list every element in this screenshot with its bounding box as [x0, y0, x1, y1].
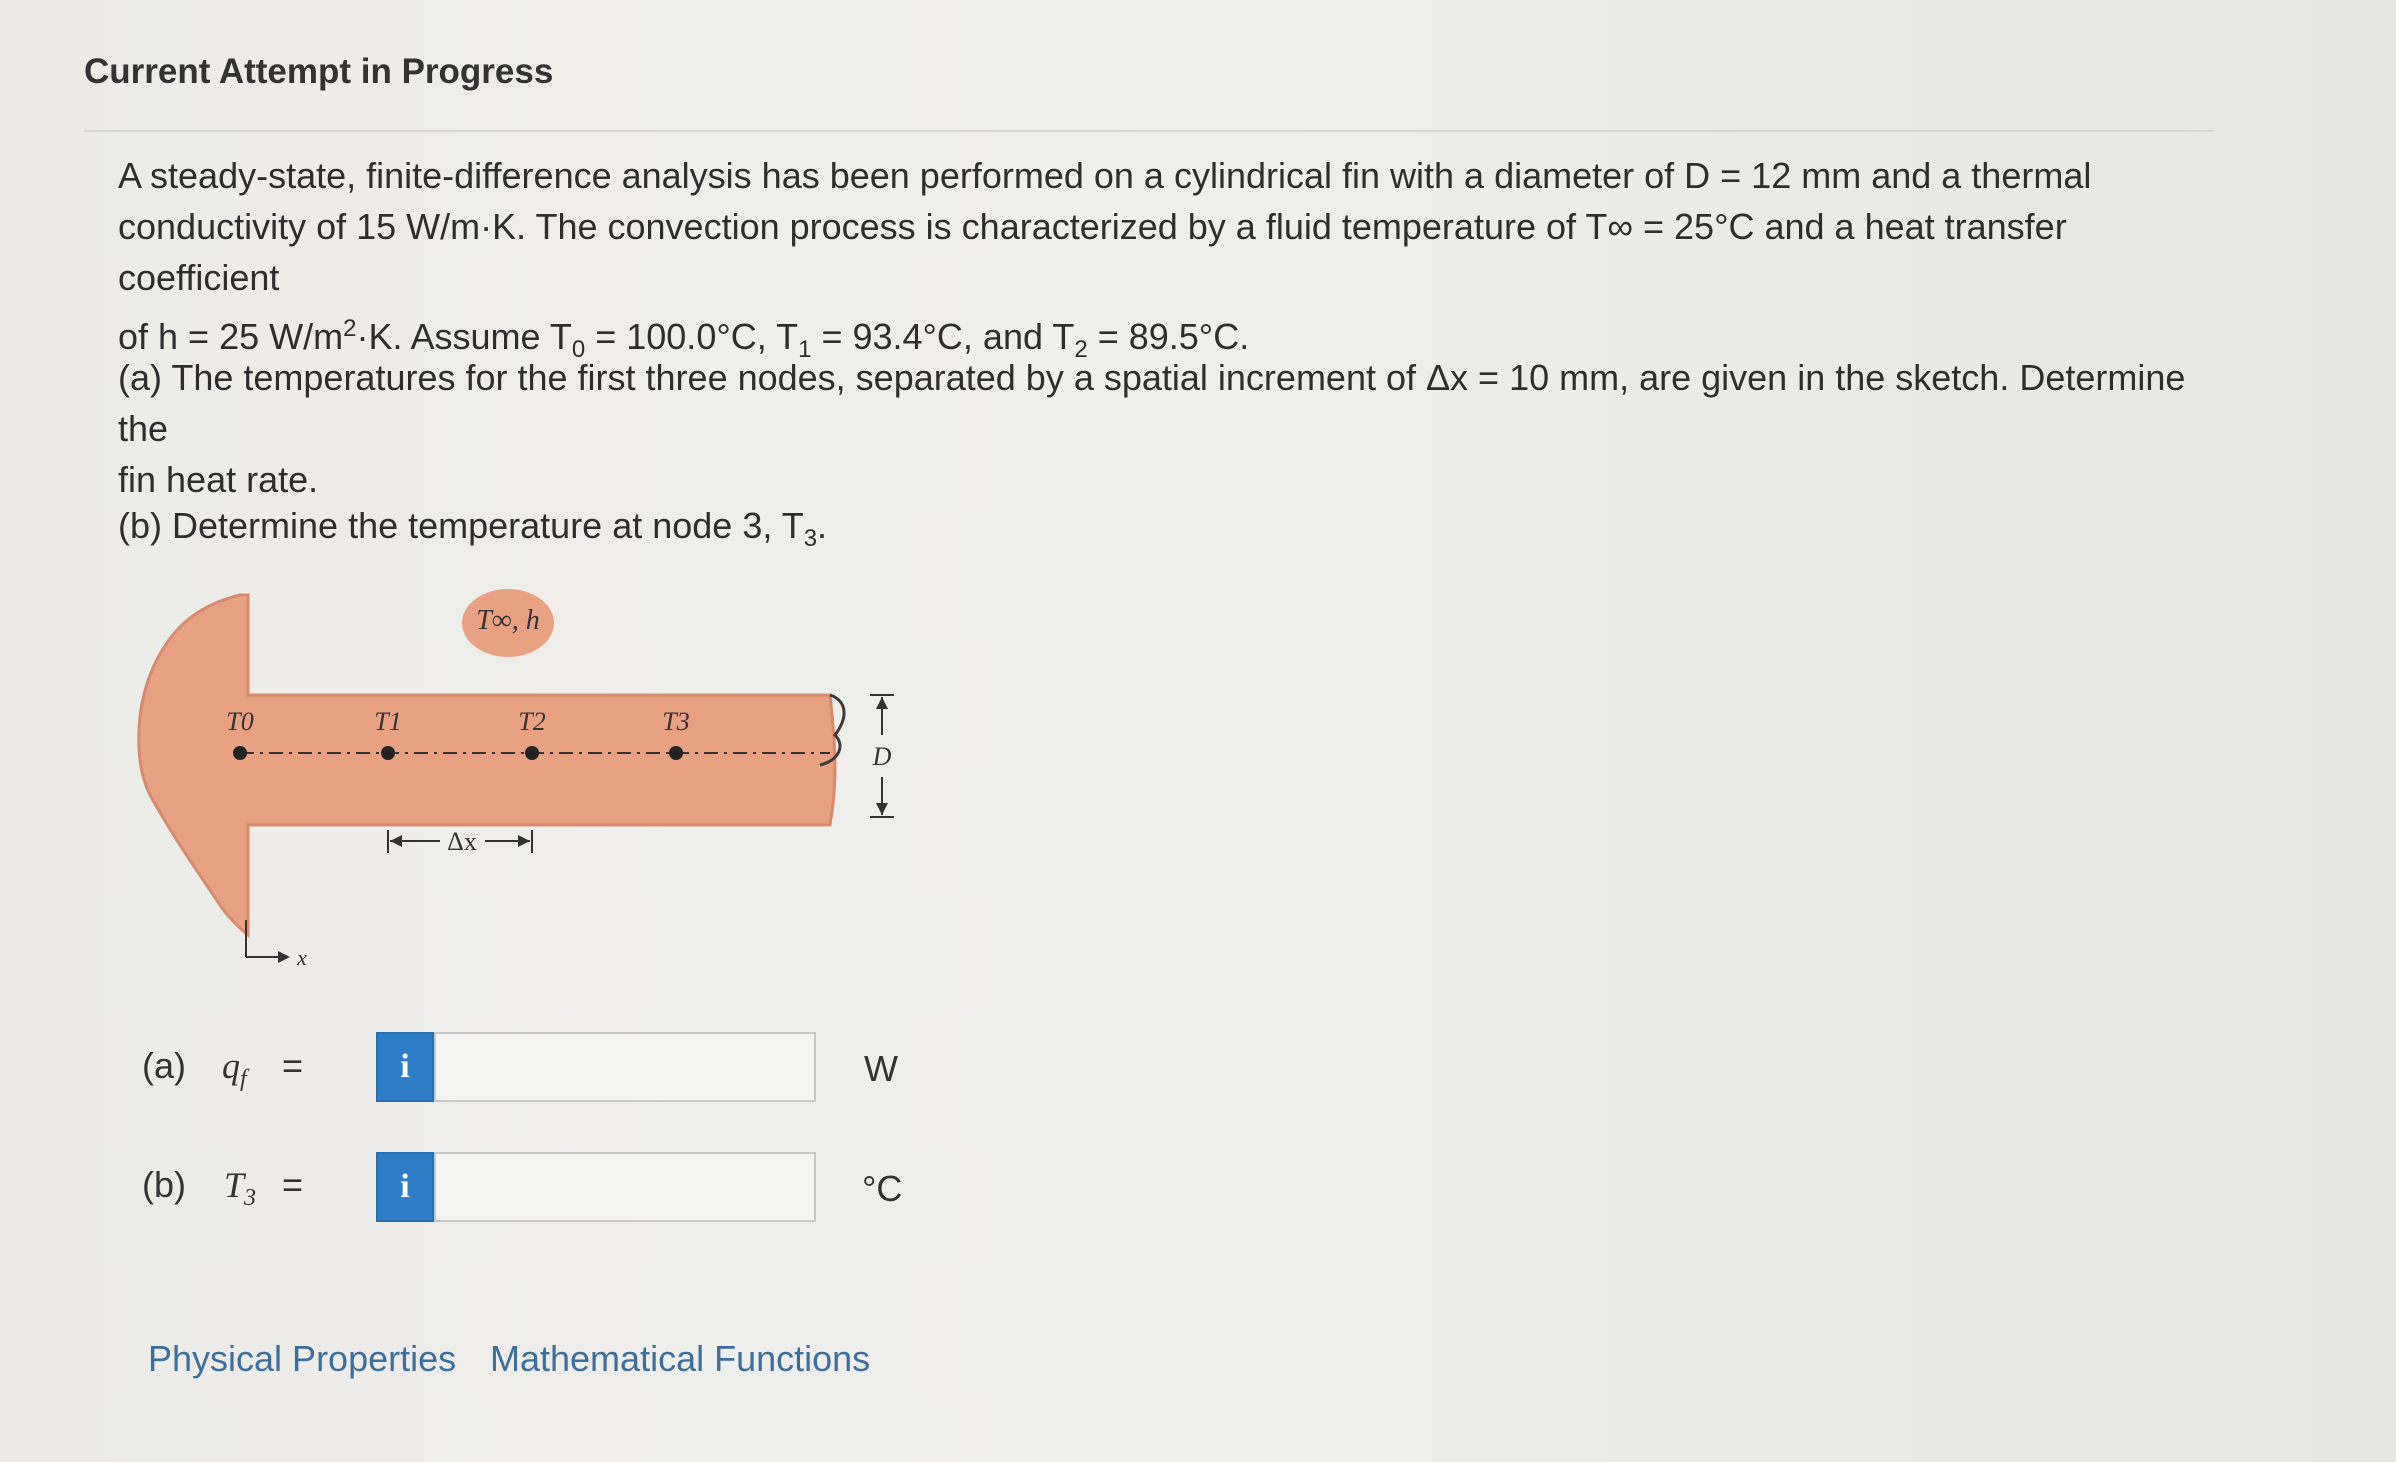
superscript: 2 — [343, 315, 357, 342]
problem-line-1: A steady-state, finite-difference analysis has been performed on a cylindrical fin with a diameter of D = 12 mm and a thermal — [118, 155, 2092, 196]
text: of h = 25 W/m — [118, 316, 344, 357]
text: = 100.0°C, T — [585, 316, 799, 357]
part-a-question — [118, 352, 2238, 505]
x-axis-label: x — [297, 945, 307, 970]
answer-b-label: (b) — [142, 1164, 186, 1205]
text: . — [817, 505, 828, 546]
d-label: D — [872, 742, 892, 771]
text: = 93.4°C, and T — [811, 316, 1075, 357]
problem-statement — [118, 150, 2238, 375]
dx-arrow-left — [390, 835, 402, 847]
answer-a-equals: = — [282, 1045, 304, 1086]
mathematical-functions-link[interactable]: Mathematical Functions — [490, 1338, 871, 1379]
subscript: 1 — [798, 336, 812, 364]
answer-a-symbol — [222, 1045, 247, 1093]
answer-b-equals: = — [282, 1164, 304, 1205]
answer-b-symbol — [224, 1164, 256, 1212]
answer-a-unit: W — [864, 1048, 898, 1089]
answer-b-input[interactable] — [434, 1152, 816, 1222]
info-button-a[interactable]: i — [376, 1032, 434, 1102]
fluid-label: T∞, h — [476, 605, 540, 636]
text: (b) Determine the temperature at node 3, T — [118, 505, 804, 546]
fin-diagram — [130, 585, 930, 985]
problem-line-2: conductivity of 15 W/m·K. The convection process is characterized by a fluid temperature of T∞ = 25°C and a heat transfer coefficient — [118, 206, 2067, 298]
subscript: 0 — [571, 336, 586, 364]
node-label-t2: T2 — [518, 707, 546, 736]
d-arrow-top — [876, 697, 888, 709]
text: ·K. Assume T — [356, 316, 572, 357]
answer-a-input[interactable] — [434, 1032, 816, 1102]
dx-label: Δx — [447, 827, 477, 856]
part-a-line-2: fin heat rate. — [118, 459, 319, 500]
node-t0 — [233, 746, 247, 760]
subscript: 3 — [803, 525, 818, 553]
physical-properties-link[interactable]: Physical Properties — [148, 1338, 457, 1379]
node-t1 — [381, 746, 395, 760]
x-axis-arrow — [278, 951, 290, 963]
node-t3 — [669, 746, 683, 760]
text: = 89.5°C. — [1087, 316, 1250, 357]
d-arrow-bottom — [876, 803, 888, 815]
node-label-t3: T3 — [662, 707, 690, 736]
symbol: T — [224, 1165, 245, 1205]
part-b-question — [118, 500, 2238, 564]
info-button-b[interactable]: i — [376, 1152, 434, 1222]
subscript: f — [240, 1066, 247, 1093]
page-title: Current Attempt in Progress — [84, 52, 554, 91]
node-label-t1: T1 — [374, 707, 402, 736]
divider — [84, 130, 2214, 132]
part-a-line-1: (a) The temperatures for the first three nodes, separated by a spatial increment of Δx = 10 mm, are given in the sketch. Determine the — [118, 357, 2186, 449]
node-label-t0: T0 — [226, 707, 254, 736]
subscript: 2 — [1074, 336, 1088, 364]
node-t2 — [525, 746, 539, 760]
answer-a-label: (a) — [142, 1045, 186, 1086]
subscript: 3 — [244, 1185, 257, 1212]
dx-arrow-right — [518, 835, 530, 847]
symbol: q — [222, 1046, 240, 1086]
answer-b-unit: °C — [862, 1168, 903, 1209]
